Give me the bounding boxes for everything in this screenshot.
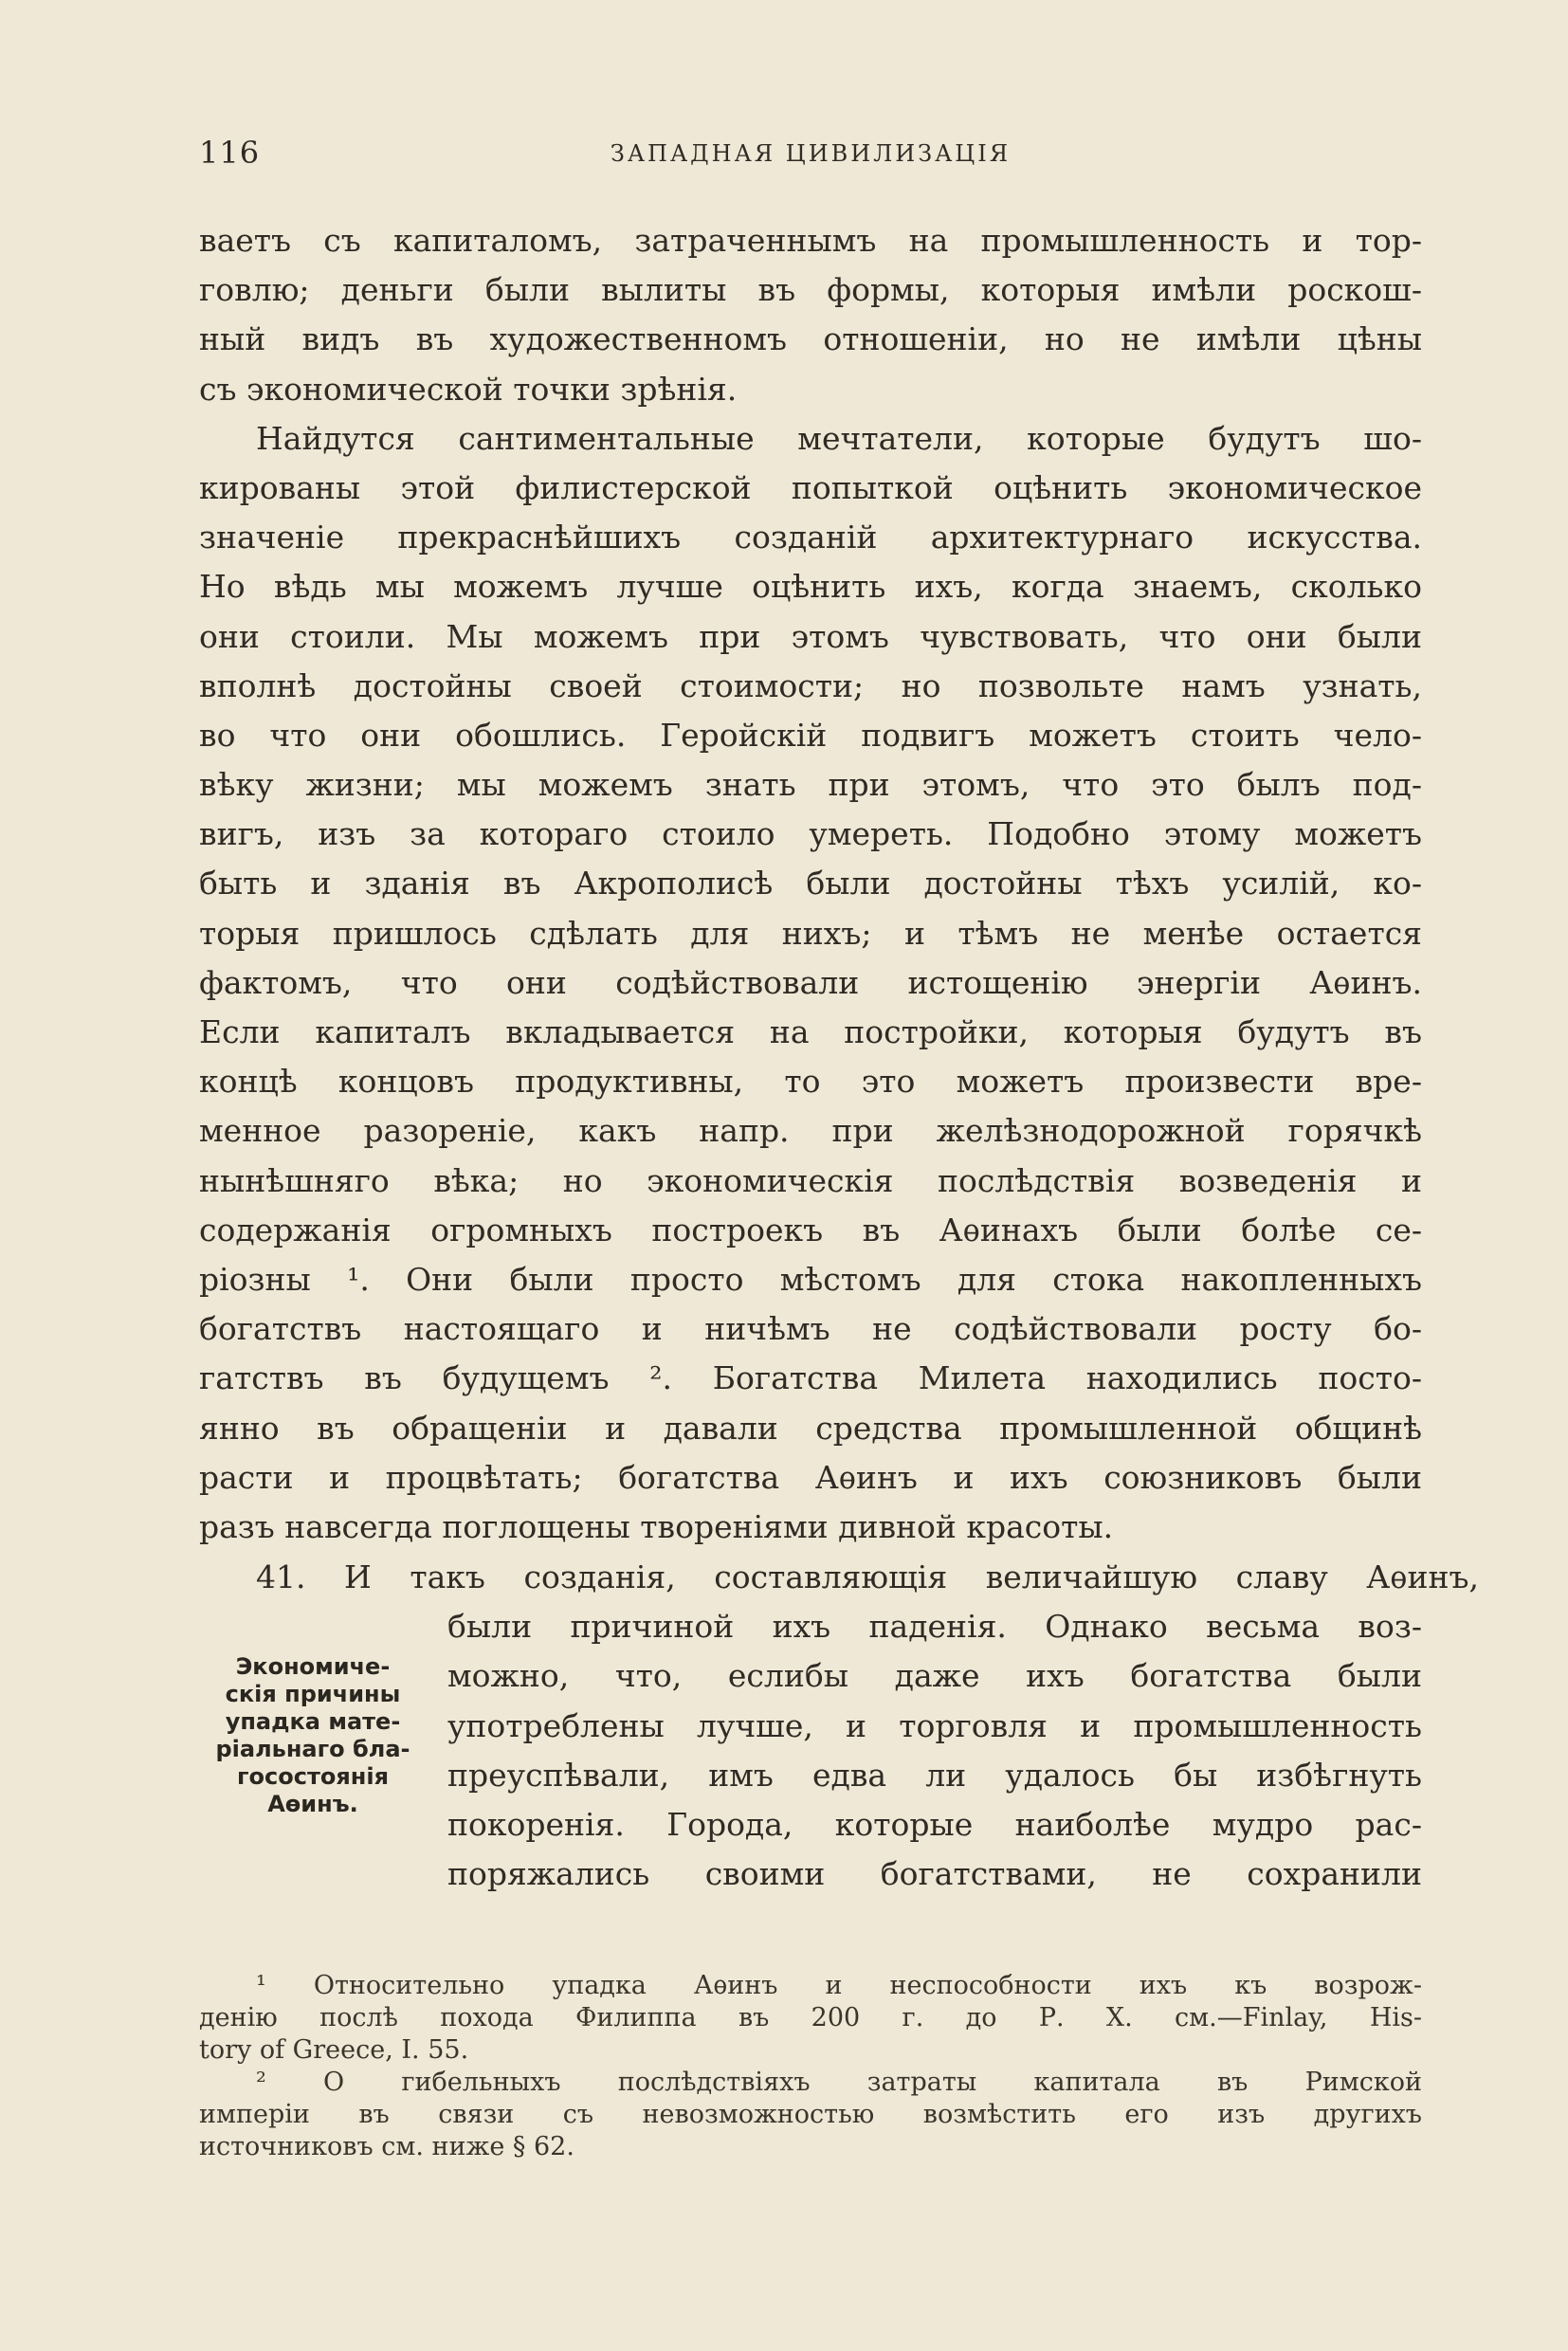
text-line: концѣ концовъ продуктивны, то это можетъ произвести вре-: [199, 1063, 1422, 1101]
footnote-line: ² О гибельныхъ послѣдствіяхъ затраты капитала въ Римской: [256, 2068, 1422, 2097]
margin-note-line: госостоянія: [237, 1763, 389, 1790]
text-line: янно въ обращеніи и давали средства промышленной общинѣ: [199, 1409, 1422, 1447]
section-41: [199, 1553, 1479, 1893]
text-line: Но вѣдь мы можемъ лучше оцѣнить ихъ, когда знаемъ, сколько: [199, 568, 1422, 606]
text-line: ваетъ съ капиталомъ, затраченнымъ на промышленность и тор-: [199, 222, 1422, 259]
footnote-line: имперіи въ связи съ невозможностью возмѣстить его изъ другихъ: [199, 2100, 1422, 2129]
text-line: вѣку жизни; мы можемъ знать при этомъ, что это былъ под-: [199, 766, 1422, 804]
margin-note-line: Аѳинъ.: [267, 1791, 358, 1817]
text-line: богатствъ настоящаго и ничѣмъ не содѣйствовали росту бо-: [199, 1310, 1422, 1348]
running-head: ЗАПАДНАЯ ЦИВИЛИЗАЦІЯ: [610, 140, 1012, 167]
text-line: торыя пришлось сдѣлать для нихъ; и тѣмъ не менѣе остается: [199, 914, 1422, 952]
page-number: 116: [199, 135, 261, 171]
margin-note-line: Экономиче-: [235, 1653, 391, 1680]
text-line: ріозны ¹. Они были просто мѣстомъ для стока накопленныхъ: [199, 1260, 1422, 1298]
footnotes: [199, 1970, 1422, 2163]
margin-note: [199, 1653, 427, 1818]
text-line: были причиной ихъ паденія. Однако весьма воз-: [447, 1608, 1422, 1646]
margin-note-line: ріальнаго бла-: [215, 1736, 410, 1762]
text-line: они стоили. Мы можемъ при этомъ чувствовать, что они были: [199, 617, 1422, 655]
footnote-line: tory of Greece, I. 55.: [199, 2035, 469, 2065]
text-line: гатствъ въ будущемъ ². Богатства Милета находились посто-: [199, 1359, 1422, 1397]
text-line: Найдутся сантиментальные мечтатели, которые будутъ шо-: [256, 419, 1422, 457]
text-line: говлю; деньги были вылиты въ формы, которыя имѣли роскош-: [199, 271, 1422, 309]
section-first-line: 41. И такъ созданія, составляющія величайшую славу Аѳинъ,: [256, 1558, 1479, 1595]
text-line: вигъ, изъ за котораго стоило умереть. Подобно этому можетъ: [199, 815, 1422, 853]
text-line: употреблены лучше, и торговля и промышленность: [447, 1706, 1422, 1744]
text-line: покоренія. Города, которые наиболѣе мудро рас-: [447, 1805, 1422, 1843]
text-line: можно, что, еслибы даже ихъ богатства были: [447, 1657, 1422, 1695]
text-line: вполнѣ достойны своей стоимости; но позвольте намъ узнать,: [199, 666, 1422, 704]
footnote-line: источниковъ см. ниже § 62.: [199, 2132, 574, 2161]
margin-note-line: скія причины: [225, 1681, 401, 1707]
text-line: быть и зданія въ Акрополисѣ были достойны тѣхъ усилій, ко-: [199, 865, 1422, 902]
text-line: во что они обошлись. Геройскій подвигъ можетъ стоить чело-: [199, 716, 1422, 754]
text-line: нынѣшняго вѣка; но экономическія послѣдствія возведенія и: [199, 1161, 1422, 1199]
text-line: Если капиталъ вкладывается на постройки, которыя будутъ въ: [199, 1013, 1422, 1050]
main-text: [199, 216, 1422, 1552]
text-line: расти и процвѣтать; богатства Аѳинъ и ихъ союзниковъ были: [199, 1458, 1422, 1496]
text-line: съ экономической точки зрѣнія.: [199, 370, 738, 408]
text-line: фактомъ, что они содѣйствовали истощенію энергіи Аѳинъ.: [199, 963, 1422, 1001]
text-line: поряжались своими богатствами, не сохранили: [447, 1855, 1422, 1893]
text-line: менное разореніе, какъ напр. при желѣзнодорожной горячкѣ: [199, 1112, 1422, 1150]
text-line: преуспѣвали, имъ едва ли удалось бы избѣгнуть: [447, 1756, 1422, 1794]
text-line: значеніе прекраснѣйшихъ созданій архитектурнаго искусства.: [199, 519, 1422, 556]
section-body: [447, 1602, 1422, 1899]
text-line: кированы этой филистерской попыткой оцѣнить экономическое: [199, 468, 1422, 506]
page-header: [199, 135, 1422, 173]
footnote-line: денію послѣ похода Филиппа въ 200 г. до Р. Х. см.—Finlay, His-: [199, 2003, 1422, 2032]
text-line: содержанія огромныхъ построекъ въ Аѳинахъ были болѣе се-: [199, 1211, 1422, 1248]
text-line: ный видъ въ художественномъ отношеніи, но не имѣли цѣны: [199, 320, 1422, 358]
text-line: разъ навсегда поглощены твореніями дивной красоты.: [199, 1507, 1114, 1545]
footnote-line: ¹ Относительно упадка Аѳинъ и неспособности ихъ къ возрож-: [256, 1971, 1422, 2000]
margin-note-line: упадка мате-: [225, 1708, 401, 1735]
